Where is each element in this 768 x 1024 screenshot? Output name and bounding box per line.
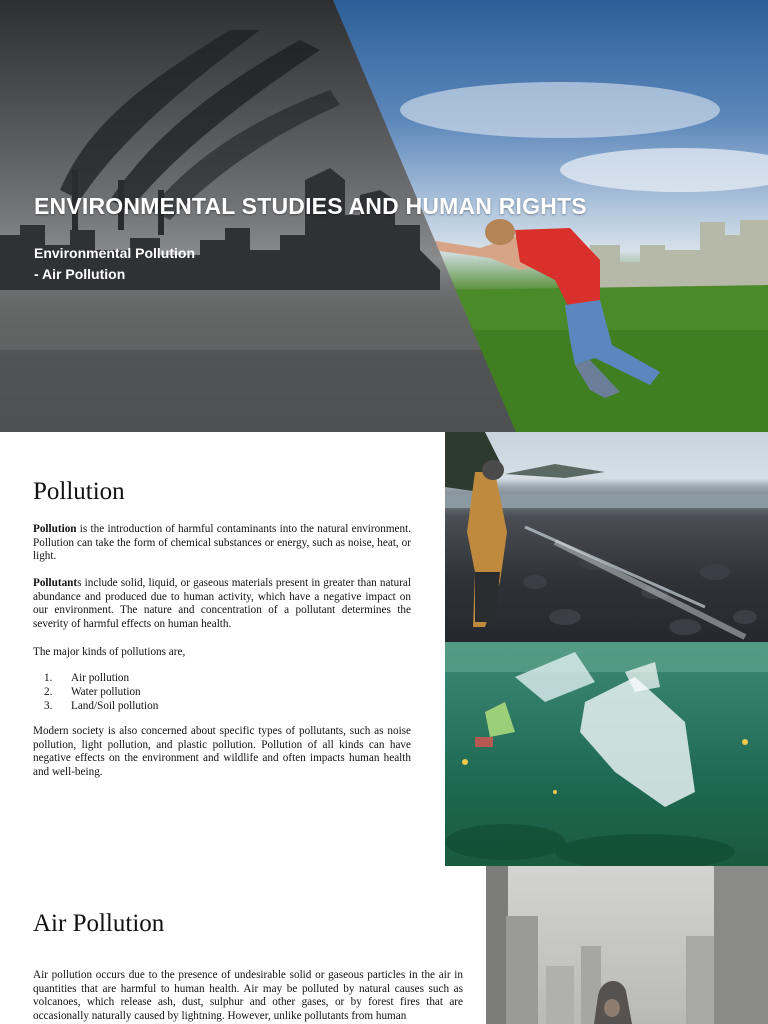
pollutant-term-suffix: s — [77, 577, 82, 589]
air-pollution-paragraph: Air pollution occurs due to the presence of undesirable solid or gaseous particles in the air in quantities that are harmful to human health. Air may be polluted by natural causes such as volcanoes, which release ash, dust, sulphur and other gases, or by forest fires that are occasionally naturally caused by lightning. However, unlike pollutants from human — [33, 969, 463, 1023]
pollutants-paragraph — [33, 577, 411, 632]
kinds-intro: The major kinds of pollutions are, — [33, 646, 186, 658]
list-item — [44, 685, 158, 699]
list-number: 2. — [44, 686, 53, 698]
list-label: Water pollution — [71, 686, 141, 698]
list-number: 3. — [44, 700, 53, 712]
document-title: ENVIRONMENTAL STUDIES AND HUMAN RIGHTS — [34, 193, 587, 219]
modern-society-paragraph: Modern society is also concerned about specific types of pollutants, such as noise pollution, light pollution, and plastic pollution. Pollution of all kinds can have negative effects on the environment and wildlife and often impacts human health and well-being. — [33, 725, 411, 779]
pollution-definition-text: is the introduction of harmful contaminants into the natural environment. Pollution can take the form of chemical substances or energy, such as noise, heat, or light. — [33, 523, 411, 563]
ocean-plastic-photo — [445, 642, 768, 866]
pollutants-text: include solid, liquid, or gaseous materials present in greater than natural abundance and produced due to human activity, which have a negative impact on our environment. The nature and concentration of a pollutant determines the severity of harmful effects on human health. — [33, 577, 411, 631]
air-pollution-heading: Air Pollution — [33, 910, 165, 937]
pollution-kinds-list — [44, 671, 158, 713]
oil-spill-cleanup-photo — [445, 432, 768, 642]
list-label: Land/Soil pollution — [71, 700, 159, 712]
subtitle-line-2: - Air Pollution — [34, 266, 126, 282]
list-number: 1. — [44, 672, 53, 684]
cover-banner — [0, 0, 768, 432]
city-smog-photo — [486, 866, 768, 1024]
pollution-heading: Pollution — [33, 478, 125, 505]
subtitle-line-1: Environmental Pollution — [34, 245, 196, 261]
pollution-term: Pollution — [33, 523, 77, 535]
list-label: Air pollution — [71, 672, 130, 684]
pollution-definition-paragraph — [33, 523, 411, 564]
pollutant-term: Pollutant — [33, 577, 78, 589]
list-item — [44, 699, 158, 713]
list-item — [44, 671, 158, 685]
